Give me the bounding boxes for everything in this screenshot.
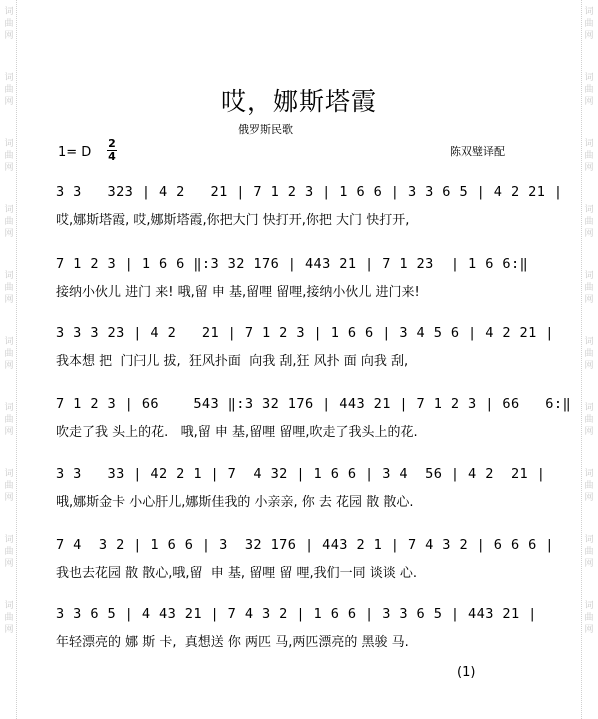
watermark-char: 词 [584, 73, 594, 83]
watermark-group [584, 6, 593, 42]
lyrics-line: 接纳小伙儿 进门 来! 哦,留 申 基,留哩 留哩,接纳小伙儿 进门来! [56, 285, 420, 300]
watermark-char: 词 [4, 139, 14, 149]
notation-line: 7 1 2 3 | 66 543 ‖:3 32 176 | 443 21 | 7 1 2 3 | 66 6:‖ [56, 396, 572, 412]
watermark-group [584, 600, 593, 636]
lyrics-line: 年轻漂亮的 娜 斯 卡, 真想送 你 两匹 马,两匹漂亮的 黑骏 马. [56, 635, 409, 650]
watermark-char: 网 [584, 31, 594, 41]
watermark-char: 曲 [584, 613, 594, 623]
watermark-group [4, 336, 13, 372]
time-signature-top: 2 [108, 137, 116, 150]
key-signature: 1= D [58, 145, 92, 160]
watermark-char: 词 [4, 337, 14, 347]
watermark-char: 曲 [4, 283, 14, 293]
watermark-char: 网 [584, 295, 594, 305]
watermark-char: 曲 [4, 19, 14, 29]
watermark-char: 网 [4, 625, 14, 635]
watermark-char: 网 [4, 31, 14, 41]
watermark-char: 曲 [584, 85, 594, 95]
watermark-char: 曲 [584, 481, 594, 491]
watermark-group [4, 468, 13, 504]
watermark-char: 词 [584, 337, 594, 347]
watermark-char: 曲 [584, 349, 594, 359]
watermark-group [584, 468, 593, 504]
watermark-char: 词 [584, 139, 594, 149]
watermark-char: 曲 [584, 415, 594, 425]
watermark-group [4, 600, 13, 636]
watermark-char: 网 [4, 361, 14, 371]
watermark-group [4, 534, 13, 570]
watermark-char: 网 [4, 163, 14, 173]
arranger-credit: 陈双璧译配 [450, 145, 505, 158]
watermark-char: 曲 [4, 547, 14, 557]
lyrics-line: 哎,娜斯塔霞, 哎,娜斯塔霞,你把大门 快打开,你把 大门 快打开, [56, 213, 410, 228]
song-title: 哎，娜斯塔霞 [220, 87, 377, 116]
watermark-group [4, 402, 13, 438]
notation-line: 3 3 33 | 42 2 1 | 7 4 32 | 1 6 6 | 3 4 56 | 4 2 21 | [56, 466, 546, 482]
watermark-char: 曲 [584, 217, 594, 227]
watermark-group [4, 204, 13, 240]
watermark-char: 网 [584, 229, 594, 239]
watermark-char: 词 [584, 205, 594, 215]
lyrics-line: 我本想 把 门闩儿 拔, 狂风扑面 向我 刮,狂 风扑 面 向我 刮, [56, 354, 409, 369]
watermark-group [4, 270, 13, 306]
watermark-char: 词 [584, 601, 594, 611]
lyrics-line: 我也去花园 散 散心,哦,留 申 基, 留哩 留 哩,我们一同 谈谈 心. [56, 566, 417, 581]
watermark-group [584, 270, 593, 306]
watermark-group [584, 138, 593, 174]
watermark-char: 网 [584, 163, 594, 173]
watermark-char: 词 [4, 469, 14, 479]
notation-line: 7 4 3 2 | 1 6 6 | 3 32 176 | 443 2 1 | 7 4 3 2 | 6 6 6 | [56, 537, 554, 553]
notation-line: 3 3 6 5 | 4 43 21 | 7 4 3 2 | 1 6 6 | 3 3 6 5 | 443 21 | [56, 606, 537, 622]
watermark-group [584, 204, 593, 240]
watermark-group [4, 6, 13, 42]
watermark-char: 词 [4, 271, 14, 281]
watermark-char: 词 [584, 271, 594, 281]
notation-line: 3 3 3 23 | 4 2 21 | 7 1 2 3 | 1 6 6 | 3 4 5 6 | 4 2 21 | [56, 325, 554, 341]
watermark-char: 词 [4, 73, 14, 83]
watermark-char: 词 [4, 535, 14, 545]
watermark-char: 网 [4, 295, 14, 305]
watermark-char: 曲 [4, 85, 14, 95]
watermark-char: 曲 [584, 151, 594, 161]
time-signature [106, 138, 118, 163]
watermark-char: 曲 [4, 613, 14, 623]
watermark-char: 网 [584, 97, 594, 107]
watermark-char: 网 [4, 427, 14, 437]
watermark-char: 曲 [584, 547, 594, 557]
watermark-char: 网 [584, 625, 594, 635]
watermark-char: 词 [584, 469, 594, 479]
watermark-char: 词 [584, 403, 594, 413]
time-signature-bottom: 4 [108, 150, 116, 163]
watermark-char: 网 [584, 493, 594, 503]
notation-line: 3 3 323 | 4 2 21 | 7 1 2 3 | 1 6 6 | 3 3 6 5 | 4 2 21 | [56, 184, 563, 200]
watermark-char: 词 [4, 403, 14, 413]
watermark-char: 网 [584, 559, 594, 569]
watermark-char: 网 [584, 427, 594, 437]
watermark-char: 曲 [4, 217, 14, 227]
watermark-group [584, 336, 593, 372]
watermark-group [584, 402, 593, 438]
watermark-char: 词 [584, 535, 594, 545]
watermark-char: 词 [584, 7, 594, 17]
watermark-char: 曲 [584, 19, 594, 29]
watermark-char: 曲 [4, 481, 14, 491]
lyrics-line: 哦,娜斯金卡 小心肝儿,娜斯佳我的 小亲亲, 你 去 花园 散 散心. [56, 495, 414, 510]
watermark-char: 网 [4, 97, 14, 107]
watermark-char: 词 [4, 7, 14, 17]
watermark-char: 曲 [584, 283, 594, 293]
song-origin: 俄罗斯民歌 [238, 123, 293, 136]
watermark-char: 网 [584, 361, 594, 371]
page-number: (1) [457, 665, 476, 680]
watermark-group [584, 534, 593, 570]
watermark-char: 曲 [4, 415, 14, 425]
notation-line: 7 1 2 3 | 1 6 6 ‖:3 32 176 | 443 21 | 7 1 23 | 1 6 6:‖ [56, 256, 529, 272]
watermark-char: 词 [4, 205, 14, 215]
watermark-char: 网 [4, 493, 14, 503]
watermark-group [4, 138, 13, 174]
watermark-char: 词 [4, 601, 14, 611]
watermark-char: 曲 [4, 151, 14, 161]
watermark-char: 网 [4, 229, 14, 239]
watermark-char: 曲 [4, 349, 14, 359]
watermark-char: 网 [4, 559, 14, 569]
lyrics-line: 吹走了我 头上的花. 哦,留 申 基,留哩 留哩,吹走了我头上的花. [56, 425, 418, 440]
